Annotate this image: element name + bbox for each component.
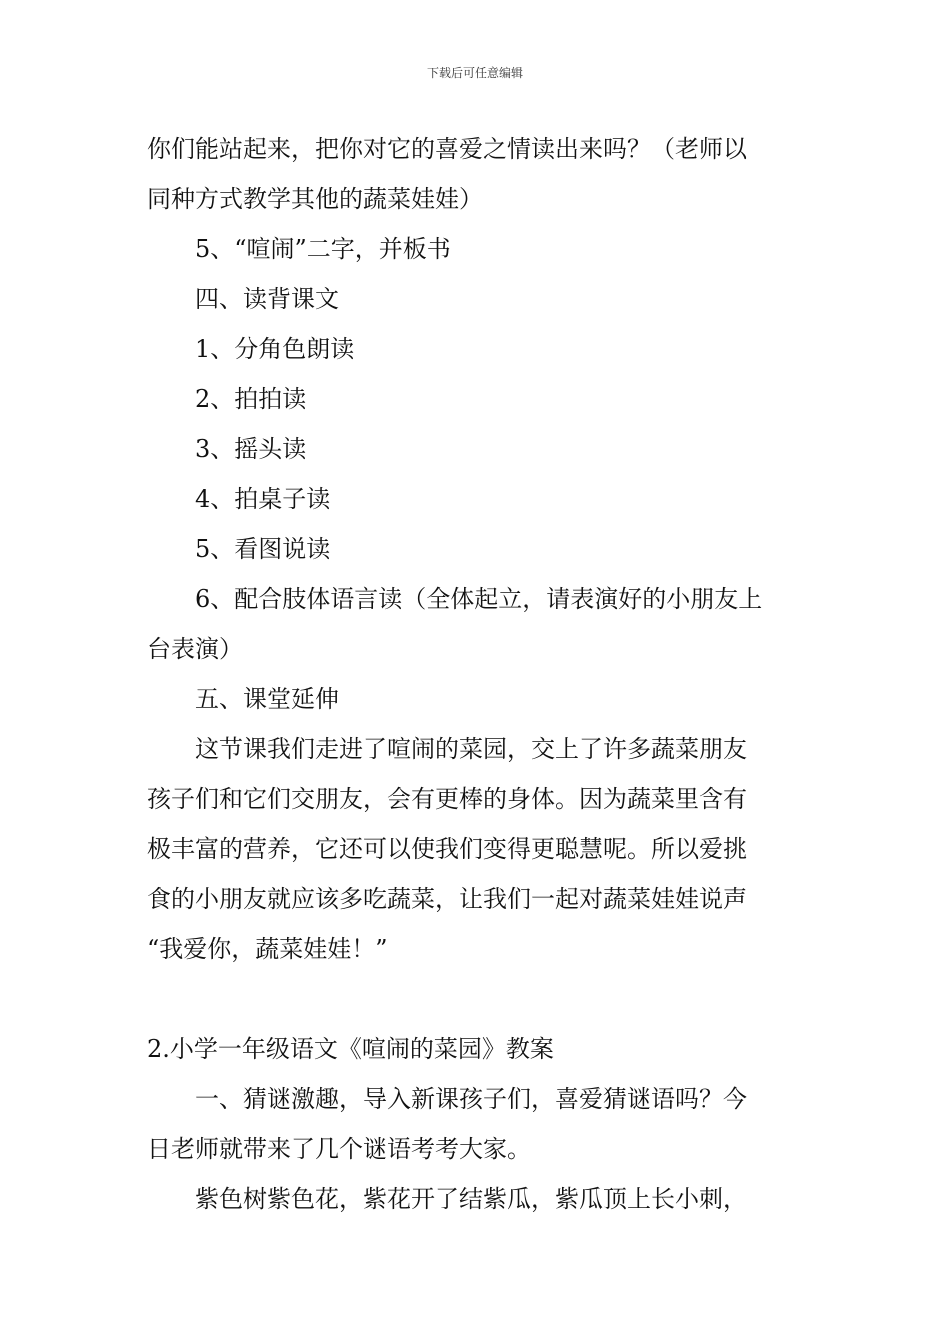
text-line: 极丰富的营养，它还可以使我们变得更聪慧呢。所以爱挑 [147, 835, 747, 863]
text-line: 这节课我们走进了喧闹的菜园，交上了许多蔬菜朋友 [195, 735, 747, 763]
text-line: 同种方式教学其他的蔬菜娃娃） [147, 185, 483, 213]
list-item: 4、拍桌子读 [195, 485, 331, 513]
text-line: 食的小朋友就应该多吃蔬菜，让我们一起对蔬菜娃娃说声 [147, 885, 747, 913]
section-heading: 五、课堂延伸 [195, 685, 339, 713]
text-line: 孩子们和它们交朋友，会有更棒的身体。因为蔬菜里含有 [147, 785, 747, 813]
section-heading: 四、读背课文 [195, 285, 339, 313]
list-item: 2、拍拍读 [195, 385, 307, 413]
document-title: 2.小学一年级语文《喧闹的菜园》教案 [147, 1035, 554, 1063]
text-line: 日老师就带来了几个谜语考考大家。 [147, 1135, 531, 1163]
list-item: 1、分角色朗读 [195, 335, 355, 363]
list-item: 6、配合肢体语言读（全体起立，请表演好的小朋友上 [195, 585, 763, 613]
list-item: 5、看图说读 [195, 535, 331, 563]
list-item: 3、摇头读 [195, 435, 307, 463]
text-line: 紫色树紫色花，紫花开了结紫瓜，紫瓜顶上长小刺， [195, 1185, 747, 1213]
document-body [147, 124, 812, 1224]
text-line: 台表演） [147, 635, 243, 663]
page-header: 下载后可任意编辑 [426, 66, 523, 80]
text-line: “我爱你，蔬菜娃娃！” [147, 935, 388, 963]
text-line: 你们能站起来，把你对它的喜爱之情读出来吗？（老师以 [147, 135, 747, 163]
section-heading: 一、猜谜激趣，导入新课孩子们，喜爱猜谜语吗？今 [195, 1085, 747, 1113]
paragraph-gap [147, 974, 812, 1024]
text-line: 5、“喧闹”二字，并板书 [195, 235, 451, 263]
